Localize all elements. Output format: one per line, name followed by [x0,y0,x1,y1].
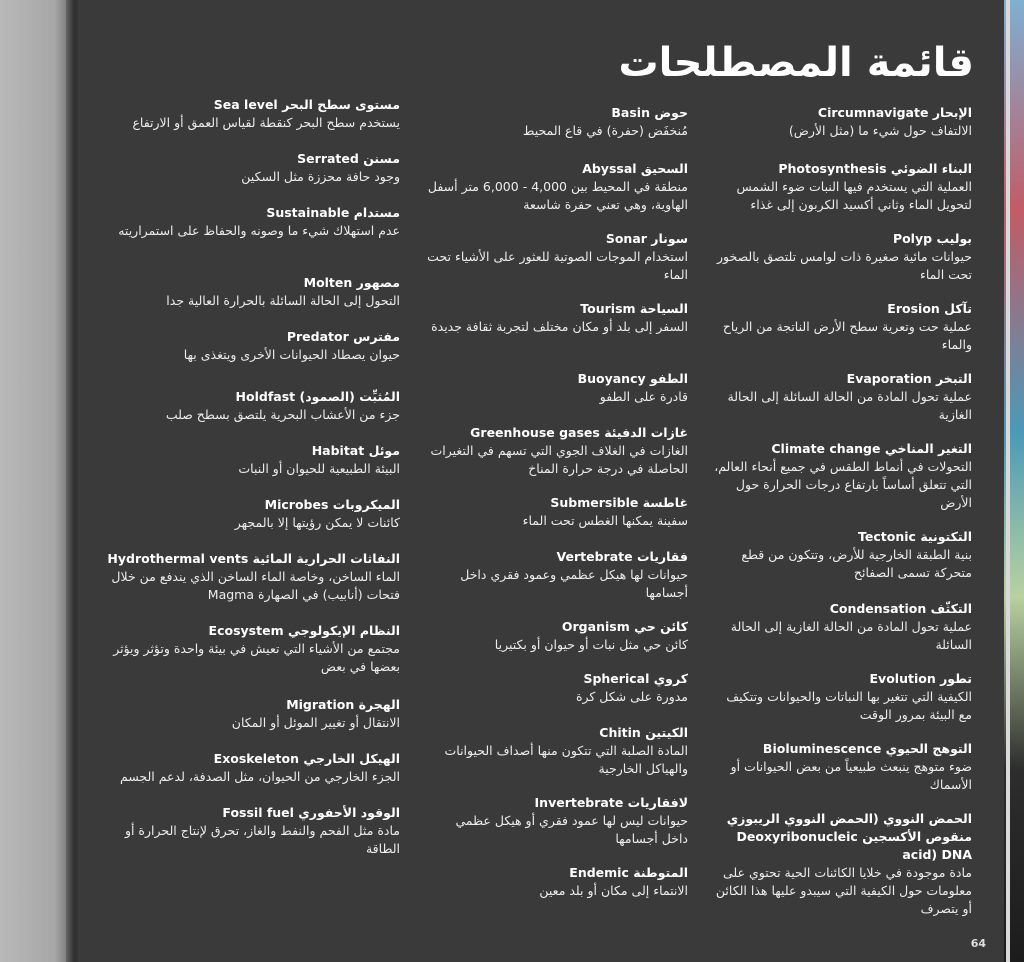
term-english: Invertebrate [534,795,624,810]
glossary-entry [426,618,688,654]
term-definition: قادرة على الطفو [599,389,688,404]
term-definition: العملية التي يستخدم فيها النبات ضوء الشمس لتحويل الماء وثاني أكسيد الكربون إلى غذاء [736,179,972,212]
term-arabic: موئل [368,443,400,458]
term-english: Migration [286,697,355,712]
glossary-term [100,696,400,714]
glossary-entry [426,104,688,140]
term-arabic: بوليب [936,231,972,246]
term-arabic: فقاريات [636,549,688,564]
glossary-term [426,670,688,688]
term-arabic: التوهج الحيوي [885,741,972,756]
term-definition: عملية تحول المادة من الحالة الغازية إلى الحالة السائلة [730,619,972,652]
term-definition: الانتماء إلى مكان أو بلد معين [539,883,688,898]
term-definition: يستخدم سطح البحر كنقطة لقياس العمق أو الارتفاع [132,115,400,130]
term-definition: السفر إلى بلد أو مكان مختلف لتجربة ثقافة جديدة [431,319,688,334]
glossary-term [426,494,688,512]
glossary-term [710,160,972,178]
term-definition: حيوانات ليس لها عمود فقري أو هيكل عظمي داخل أجسامها [455,813,688,846]
term-arabic: غاطسة [642,495,688,510]
glossary-term [426,104,688,122]
term-arabic: المُثبِّت (الصمود) [299,389,400,404]
term-english: Predator [286,329,349,344]
term-english: Tectonic [858,529,916,544]
term-arabic: التغير المناخي [884,441,972,456]
term-definition: مُنخفَض (حفرة) في قاع المحيط [522,123,688,138]
glossary-entry [100,150,400,186]
term-definition: بنية الطبقة الخارجية للأرض، وتتكون من قطع متحركة تسمى الصفائح [741,547,972,580]
glossary-entry [710,230,972,284]
term-english: Photosynthesis [778,161,887,176]
page-number: 64 [970,937,986,950]
term-english: Evolution [869,671,936,686]
glossary-entry [710,670,972,724]
glossary-term [426,230,688,248]
term-definition: المادة الصلبة التي تتكون منها أصداف الحيوانات والهياكل الخارجية [444,743,688,776]
term-english: Hydrothermal vents [107,551,249,566]
term-definition: البيئة الطبيعية للحيوان أو النبات [238,461,400,476]
glossary-entry [710,440,972,512]
term-english: Circumnavigate [817,105,929,120]
term-definition: عدم استهلاك شيء ما وصونه والحفاظ على استمراريته [118,223,400,238]
term-arabic: تطور [940,671,972,686]
term-arabic: السحيق [640,161,688,176]
term-english: Basin [611,105,650,120]
term-english: Sustainable [266,205,350,220]
term-definition: وجود حافة محززة مثل السكين [241,169,400,184]
term-english: Chitin [599,725,641,740]
glossary-term [426,864,688,882]
term-definition: التحولات في أنماط الطقس في جميع أنحاء العالم، التي تتعلق أساساً بارتفاع درجات الحرارة حول الأرض [714,459,972,510]
term-arabic: الميكروبات [332,497,400,512]
term-english: Ecosystem [208,623,284,638]
term-english: Endemic [569,865,629,880]
glossary-term [426,370,688,388]
glossary-term [426,160,688,178]
term-english: Vertebrate [556,549,633,564]
glossary-term [100,388,400,406]
term-definition: الكيفية التي تتغير بها النباتات والحيوانات وتتكيف مع البيئة بمرور الوقت [726,689,972,722]
glossary-term [100,622,400,640]
term-definition: مدورة على شكل كرة [575,689,688,704]
glossary-entry [710,740,972,794]
glossary-entry [100,622,400,676]
term-arabic: التكتونية [920,529,972,544]
glossary-entry [100,696,400,732]
next-pages-edge [1004,0,1024,962]
term-arabic: تآكل [944,301,972,316]
glossary-entry [426,230,688,284]
term-arabic: الحمض النووي (الحمض النووي الريبوزي منقوص الأكسجين [726,811,972,844]
term-english: Greenhouse gases [470,425,600,440]
term-english: Buoyancy [577,371,646,386]
glossary-entry [100,750,400,786]
glossary-term [100,96,400,114]
term-arabic: كروي [653,671,688,686]
term-english: Climate change [771,441,881,456]
glossary-entry [100,204,400,240]
term-definition: منطقة في المحيط بين 4,000 - 6,000 متر أسفل الهاوية، وهي تعني حفرة شاسعة [427,179,688,212]
glossary-entry [426,670,688,706]
term-arabic: لافقاريات [627,795,688,810]
term-arabic: التكثّف [930,601,972,616]
glossary-entry [710,370,972,424]
term-arabic: مصهور [356,275,400,290]
term-definition: ضوء متوهج ينبعث طبيعياً من بعض الحيوانات أو الأسماك [730,759,972,792]
glossary-entry [100,496,400,532]
term-definition: جزء من الأعشاب البحرية يلتصق بسطح صلب [165,407,400,422]
term-definition: مادة موجودة في خلايا الكائنات الحية تحتوي على معلومات حول الكيفية التي سيبدو عليها هذا الكائن أو يتصرف [715,865,972,916]
term-definition: الماء الساخن، وخاصة الماء الساخن الذي يندفع من خلال فتحات (أنابيب) في الصهارة Magma [111,569,400,602]
term-arabic: الوقود الأحفوري [298,805,400,820]
term-definition: الانتقال أو تغيير الموئل أو المكان [231,715,400,730]
glossary-entry [426,424,688,478]
term-english: Evaporation [846,371,932,386]
term-definition: استخدام الموجات الصوتية للعثور على الأشياء تحت الماء [427,249,688,282]
glossary-term [100,496,400,514]
term-english: Organism [561,619,630,634]
term-english: Fossil fuel [222,805,294,820]
term-arabic: النظام الإيكولوجي [287,623,400,638]
term-arabic: الكيتين [645,725,688,740]
glossary-term [710,104,972,122]
term-arabic: مسنن [363,151,400,166]
glossary-entry [426,794,688,848]
glossary-term [100,442,400,460]
glossary-term [100,750,400,768]
term-arabic: الهيكل الخارجي [303,751,400,766]
glossary-term [100,328,400,346]
glossary-entry [426,864,688,900]
glossary-entry [710,160,972,214]
term-arabic: السياحة [639,301,688,316]
term-english: Serrated [297,151,359,166]
term-english: Abyssal [582,161,637,176]
term-english: Microbes [264,497,329,512]
term-definition: حيوانات لها هيكل عظمي وعمود فقري داخل أجسامها [460,567,688,600]
term-definition: الالتفاف حول شيء ما (مثل الأرض) [788,123,972,138]
term-definition: حيوانات مائية صغيرة ذات لوامس تلتصق بالصخور تحت الماء [717,249,972,282]
term-arabic: غازات الدفيئة [604,425,688,440]
term-arabic: مستدام [353,205,400,220]
glossary-entry [710,300,972,354]
glossary-term [710,740,972,758]
term-english: Erosion [887,301,940,316]
term-definition: عملية حت وتعرية سطح الأرض الناتجة من الرياح والماء [722,319,972,352]
term-arabic: كائن حي [634,619,688,634]
glossary-entry [426,548,688,602]
term-definition: سفينة يمكنها الغطس تحت الماء [522,513,688,528]
term-english: Polyp [892,231,933,246]
glossary-term [710,300,972,318]
term-arabic: سونار [651,231,688,246]
term-english: Holdfast [235,389,296,404]
glossary-entry [100,550,400,604]
glossary-entry [100,804,400,858]
glossary-entry [426,370,688,406]
term-english: Exoskeleton [213,751,299,766]
glossary-term [426,618,688,636]
glossary-term [100,550,400,568]
term-arabic: الإبحار [932,105,972,120]
glossary-term [426,724,688,742]
glossary-entry [710,600,972,654]
term-arabic: المتوطنة [633,865,688,880]
glossary-term [710,440,972,458]
term-english: Deoxyribonucleic acid) DNA [736,829,972,862]
term-arabic: حوض [654,105,688,120]
glossary-term [100,804,400,822]
term-arabic: النفاثات الحرارية المائية [252,551,400,566]
term-definition: مادة مثل الفحم والنفط والغاز، تحرق لإنتاج الحرارة أو الطاقة [124,823,400,856]
glossary-entry [710,528,972,582]
term-english: Spherical [583,671,650,686]
term-arabic: الهجرة [358,697,400,712]
glossary-entry [100,442,400,478]
glossary-entry [710,104,972,140]
glossary-entry [100,388,400,424]
term-definition: عملية تحول المادة من الحالة السائلة إلى الحالة الغازية [727,389,972,422]
glossary-entry [426,494,688,530]
term-definition: التحول إلى الحالة السائلة بالحرارة العالية جدا [166,293,400,308]
glossary-term [100,204,400,222]
term-english: Submersible [550,495,639,510]
glossary-term [710,370,972,388]
term-definition: الغازات في الغلاف الجوي التي تسهم في التغيرات الحاصلة في درجة حرارة المناخ [430,443,688,476]
term-english: Bioluminescence [762,741,882,756]
glossary-term [426,548,688,566]
term-arabic: الطفو [650,371,688,386]
glossary-page [78,0,1006,962]
glossary-entry [426,724,688,778]
glossary-entry [426,300,688,336]
glossary-term [710,528,972,546]
glossary-term [426,794,688,812]
glossary-term [100,274,400,292]
term-english: Tourism [580,301,636,316]
glossary-term [710,810,972,864]
term-arabic: مفترس [353,329,400,344]
glossary-entry [100,96,400,132]
glossary-entry [100,328,400,364]
term-definition: الجزء الخارجي من الحيوان، مثل الصدفة، لدعم الجسم [119,769,400,784]
glossary-entry [100,274,400,310]
glossary-term [426,300,688,318]
term-arabic: مستوى سطح البحر [282,97,400,112]
glossary-term [710,600,972,618]
glossary-term [100,150,400,168]
term-english: Condensation [829,601,927,616]
term-arabic: التبخر [936,371,972,386]
term-definition: مجتمع من الأشياء التي تعيش في بيئة واحدة وتؤثر ويؤثر بعضها في بعض [113,641,400,674]
term-definition: كائن حي مثل نبات أو حيوان أو بكتيريا [494,637,688,652]
term-arabic: البناء الضوئي [890,161,972,176]
glossary-term [710,670,972,688]
term-english: Sonar [605,231,647,246]
glossary-term [710,230,972,248]
term-definition: حيوان يصطاد الحيوانات الأخرى ويتغذى بها [183,347,400,362]
glossary-term [426,424,688,442]
glossary-entry [426,160,688,214]
term-definition: كائنات لا يمكن رؤيتها إلا بالمجهر [234,515,400,530]
glossary-entry [710,810,972,918]
term-english: Habitat [311,443,365,458]
page-title: قائمة المصطلحات [618,40,974,86]
term-english: Molten [303,275,353,290]
term-english: Sea level [213,97,278,112]
